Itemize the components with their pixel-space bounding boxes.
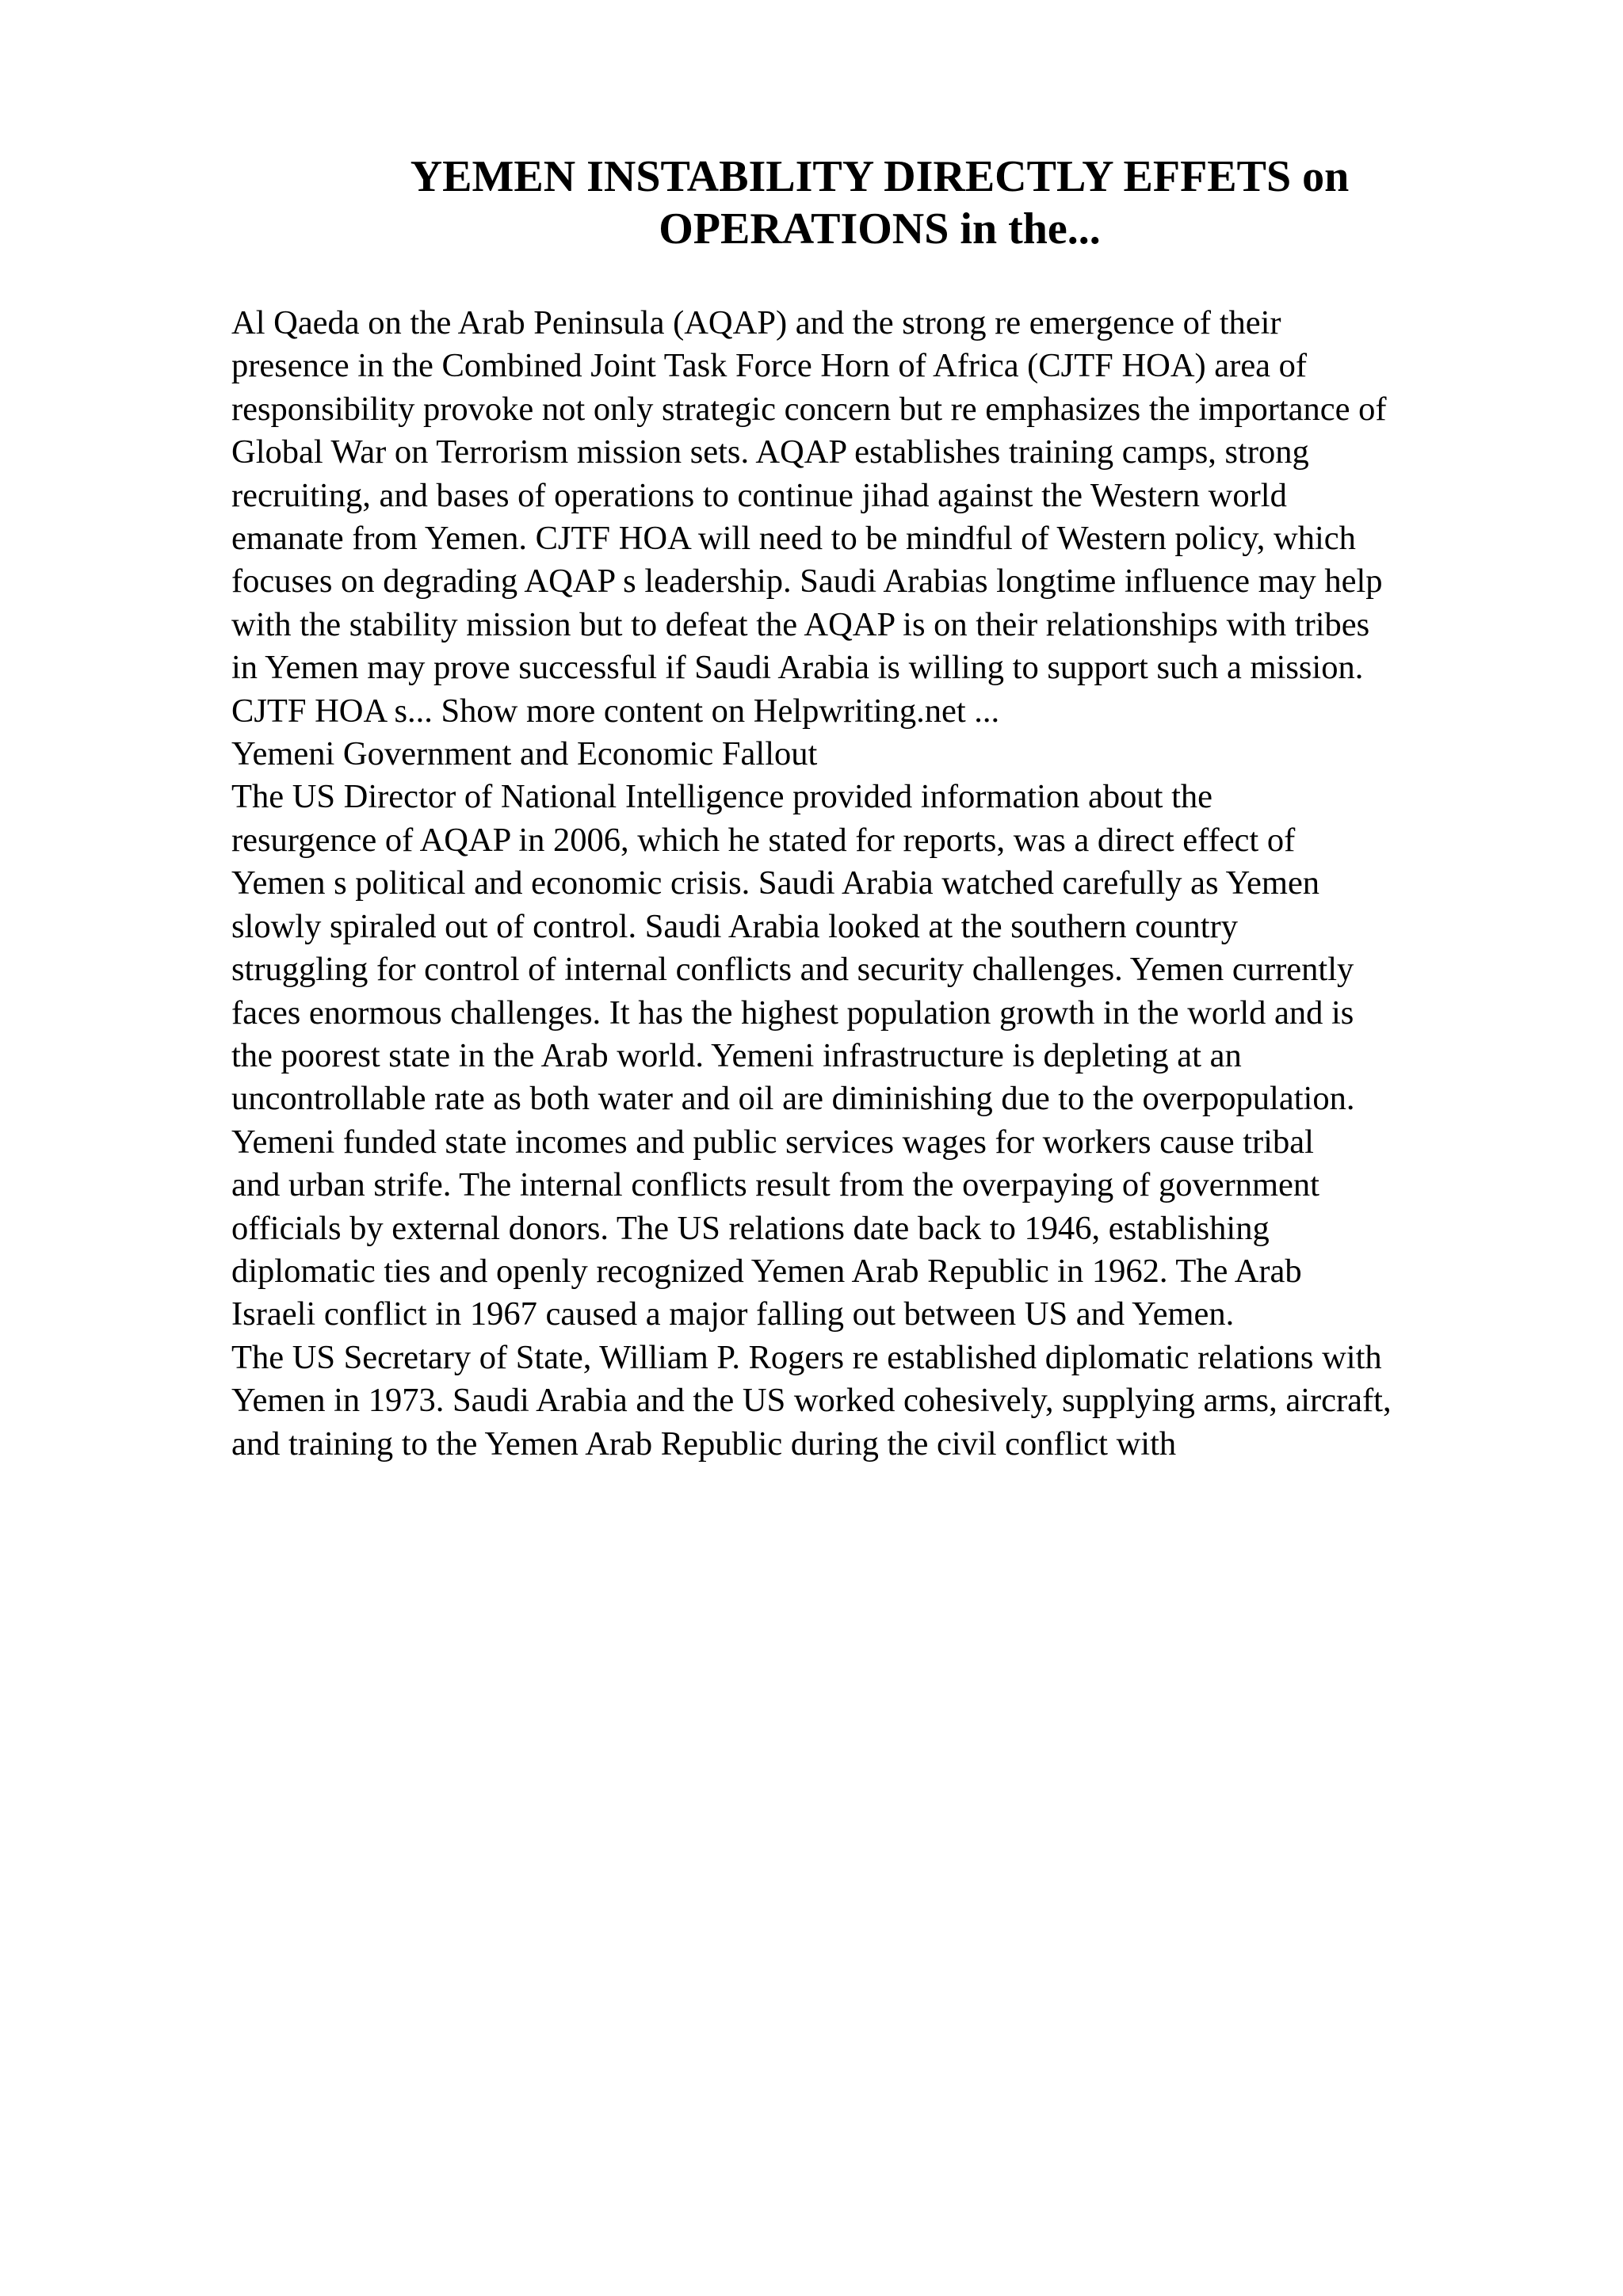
body-line: slowly spiraled out of control. Saudi Arabia looked at the southern country — [231, 907, 1239, 945]
body-line: faces enormous challenges. It has the highest population growth in the world and is — [231, 994, 1354, 1032]
body-line: uncontrollable rate as both water and oil are diminishing due to the overpopulation. — [231, 1080, 1355, 1118]
body-line: Yemen in 1973. Saudi Arabia and the US worked cohesively, supplying arms, aircraft, — [231, 1382, 1392, 1420]
body-line: CJTF HOA s... Show more content on Helpwriting.net ... — [231, 692, 1000, 730]
document-title — [230, 151, 1529, 255]
body-line: Israeli conflict in 1967 caused a major falling out between US and Yemen. — [231, 1295, 1235, 1333]
body-line: and training to the Yemen Arab Republic during the civil conflict with — [231, 1425, 1177, 1463]
body-line: Yemeni funded state incomes and public services wages for workers cause tribal — [231, 1123, 1314, 1161]
body-line: and urban strife. The internal conflicts result from the overpaying of government — [231, 1166, 1319, 1204]
body-line: responsibility provoke not only strategic concern but re emphasizes the importance of — [231, 390, 1387, 428]
title-line: YEMEN INSTABILITY DIRECTLY EFFETS on — [410, 152, 1350, 201]
section-heading: Yemeni Government and Economic Fallout — [231, 735, 818, 773]
body-line: officials by external donors. The US relations date back to 1946, establishing — [231, 1209, 1270, 1247]
body-line: diplomatic ties and openly recognized Yemen Arab Republic in 1962. The Arab — [231, 1252, 1302, 1290]
body-line: struggling for control of internal conflicts and security challenges. Yemen currently — [231, 951, 1354, 989]
body-line: The US Director of National Intelligence provided information about the — [231, 778, 1213, 816]
body-line: presence in the Combined Joint Task Force Horn of Africa (CJTF HOA) area of — [231, 347, 1308, 385]
title-line: OPERATIONS in the... — [659, 204, 1101, 254]
body-line: The US Secretary of State, William P. Rogers re established diplomatic relations with — [231, 1338, 1382, 1376]
body-line: Al Qaeda on the Arab Peninsula (AQAP) and the strong re emergence of their — [231, 304, 1281, 341]
body-line: recruiting, and bases of operations to continue jihad against the Western world — [231, 476, 1287, 514]
body-line: Yemen s political and economic crisis. Saudi Arabia watched carefully as Yemen — [231, 864, 1320, 902]
body-line: the poorest state in the Arab world. Yemeni infrastructure is depleting at an — [231, 1036, 1242, 1074]
document-body — [231, 302, 1610, 1466]
body-line: resurgence of AQAP in 2006, which he stated for reports, was a direct effect of — [231, 821, 1296, 859]
body-line: focuses on degrading AQAP s leadership. Saudi Arabias longtime influence may help — [231, 563, 1383, 601]
body-line: Global War on Terrorism mission sets. AQAP establishes training camps, strong — [231, 433, 1309, 471]
body-line: with the stability mission but to defeat the AQAP is on their relationships with tribes — [231, 605, 1370, 643]
body-line: in Yemen may prove successful if Saudi Arabia is willing to support such a mission. — [231, 649, 1364, 687]
body-line: emanate from Yemen. CJTF HOA will need to be mindful of Western policy, which — [231, 520, 1356, 558]
